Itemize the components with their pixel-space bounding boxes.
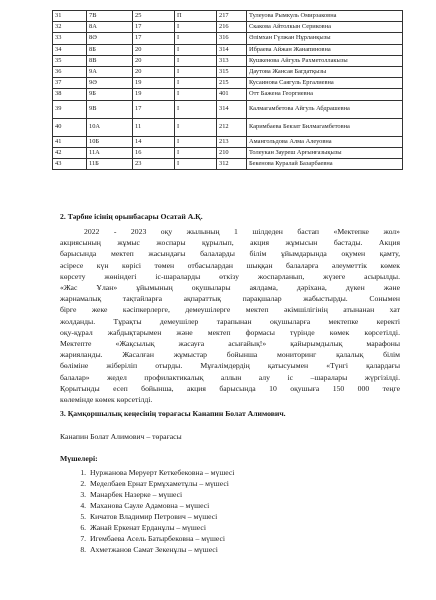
table-cell: 39 xyxy=(53,100,87,118)
paragraph-line: 2022 - 2023 оқу жылының 1 шілдеден бастап «Мектепке жол» xyxy=(84,227,400,236)
table-cell: 19 xyxy=(133,78,175,89)
teacher-name-cell: Тулеуова Рымкуль Омирзаковна xyxy=(247,11,403,22)
table-cell: I xyxy=(175,78,217,89)
table-cell: 37 xyxy=(53,78,87,89)
paragraph-line: көлемінде көмек көрсетілді. xyxy=(60,395,153,405)
table-cell: 41 xyxy=(53,136,87,147)
table-row xyxy=(53,22,403,33)
teacher-name-cell: Кушкенова Айгуль Рахметоллакызы xyxy=(247,55,403,66)
table-cell: 9В xyxy=(87,100,133,118)
paragraph-line: жарнамалық тақтайларға ақпараттық парақшалар жабыстырды. Сонымен xyxy=(60,294,400,304)
table-cell: 43 xyxy=(53,158,87,169)
table-cell: 215 xyxy=(217,78,247,89)
member-item: 8. Ахметжанов Самат Зекенұлы – мүшесі xyxy=(88,544,388,555)
table-cell: 25 xyxy=(133,11,175,22)
table-cell: 217 xyxy=(217,11,247,22)
table-cell: 20 xyxy=(133,66,175,77)
paragraph-line: жарияланды. Жасалған жұмыстар бойынша мониторинг қалалық білім xyxy=(60,350,400,360)
table-cell: 31 xyxy=(53,11,87,22)
table-cell: 314 xyxy=(217,100,247,118)
table-cell: I xyxy=(175,136,217,147)
teacher-name-cell: Калмагамбетова Айгуль Абдрашевна xyxy=(247,100,403,118)
paragraph-line: бөліміне жіберіліп отырды. Мұғалімдердің қатысуымен «Түнгі қалардағы xyxy=(60,361,400,371)
table-cell: 40 xyxy=(53,118,87,136)
table-row xyxy=(53,118,403,136)
paragraph-line: Мектепте «Жақсылық жасауға асығайық!» қайырымдылық марафоны xyxy=(60,339,400,349)
table-cell: 11А xyxy=(87,147,133,158)
table-cell: 14 xyxy=(133,136,175,147)
paragraph-line: «Жас Ұлан» ұйымының оқушылары аялдама, дәріхана, дүкен және xyxy=(60,283,400,293)
table-cell: I xyxy=(175,89,217,100)
table-cell: I xyxy=(175,100,217,118)
paragraph-line: акциясының жұмыс жоспары құрылып, акция жұмысын бастады. Акция xyxy=(60,238,400,248)
paragraph-line: жолданды. Тұрақты демеушілер тарапынан оқушыларға мектепке керекті xyxy=(60,316,400,326)
table-cell: 17 xyxy=(133,22,175,33)
table-cell: 210 xyxy=(217,147,247,158)
table-row xyxy=(53,136,403,147)
teacher-name-cell: Кусаинова Саягуль Ергалиевна xyxy=(247,78,403,89)
teacher-name-cell: Амангольдова Алма Алеуовна xyxy=(247,136,403,147)
table-cell: 10Б xyxy=(87,136,133,147)
table-row xyxy=(53,11,403,22)
table-cell: 7В xyxy=(87,11,133,22)
table-cell: 314 xyxy=(217,44,247,55)
table-row xyxy=(53,55,403,66)
section-2-paragraph xyxy=(60,226,400,405)
table-cell: I xyxy=(175,44,217,55)
teacher-name-cell: Әлімхан Гүлжан Нұрланқызы xyxy=(247,33,403,44)
paragraph-line: Қорытынды есеп бойынша, акция барысында 10 оқушыға 150 000 теңге xyxy=(60,383,400,393)
member-item: 5. Кичатов Владимир Петрович – мүшесі xyxy=(88,511,388,522)
table-cell: 20 xyxy=(133,44,175,55)
table-cell: 20 xyxy=(133,55,175,66)
member-item: 7. Игембаева Асель Батырбековна – мүшесі xyxy=(88,533,388,544)
paragraph-line: әсіресе күн көрісі төмен отбасылардан шыққан балаларға әлеуметтік көмек xyxy=(60,260,400,270)
table-cell: 11Б xyxy=(87,158,133,169)
paragraph-line: барысында мектеп жасындағы балаларды білім ұйымдарында оқумен қамту, xyxy=(60,249,400,259)
table-cell: I xyxy=(175,158,217,169)
table-cell: 8А xyxy=(87,22,133,33)
paragraph-line: балалар» жедел профилактикалық аллын алу іс –шаралары жүргізілді. xyxy=(60,372,400,382)
table-cell: 33 xyxy=(53,33,87,44)
teacher-name-cell: Даутова Жансая Багдатқызы xyxy=(247,66,403,77)
table-cell: 36 xyxy=(53,66,87,77)
members-heading: Мүшелері: xyxy=(60,454,98,463)
table-cell: 315 xyxy=(217,66,247,77)
paragraph-line: көрсету жөніндегі іс-шараларды өткізу жоспарланып, жүзеге асырылды. xyxy=(60,271,400,281)
table-cell: 38 xyxy=(53,89,87,100)
table-row xyxy=(53,147,403,158)
table-cell: I xyxy=(175,55,217,66)
teacher-name-cell: Скакова Айтолкын Сериковна xyxy=(247,22,403,33)
table-cell: 9Б xyxy=(87,89,133,100)
teacher-name-cell: Бекенова Куралай Базарбаевна xyxy=(247,158,403,169)
teacher-name-cell: Каримбаева Бекзат Билмагамбетовна xyxy=(247,118,403,136)
table-row xyxy=(53,89,403,100)
table-row xyxy=(53,158,403,169)
section-2-title: 2. Тәрбие ісінің орынбасары Осатай А.Қ. xyxy=(60,212,203,221)
member-item: 2. Меделбаев Ернат Ермұхаметұлы – мүшесі xyxy=(88,478,388,489)
table-cell: 216 xyxy=(217,22,247,33)
table-cell: 19 xyxy=(133,89,175,100)
table-row xyxy=(53,78,403,89)
table-cell: 11 xyxy=(133,118,175,136)
member-item: 6. Жанай Еркенат Ерданұлы – мүшесі xyxy=(88,522,388,533)
table-cell: 212 xyxy=(217,118,247,136)
table-cell: 9Ә xyxy=(87,78,133,89)
table-row xyxy=(53,33,403,44)
class-teachers-table xyxy=(52,10,403,170)
member-item: 1. Нуржанова Меруерт Кеткебековна – мүшесі xyxy=(88,467,388,478)
table-cell: I xyxy=(175,66,217,77)
council-chair: Канапин Болат Алимович – төрағасы xyxy=(60,432,182,441)
table-cell: 23 xyxy=(133,158,175,169)
teacher-name-cell: Ибраева Айжан Жанапиновна xyxy=(247,44,403,55)
table-cell: 401 xyxy=(217,89,247,100)
teacher-name-cell: Отт Бажена Георгиевна xyxy=(247,89,403,100)
table-cell: I xyxy=(175,22,217,33)
table-cell: 213 xyxy=(217,136,247,147)
table-cell: 8Б xyxy=(87,44,133,55)
table-cell: 316 xyxy=(217,33,247,44)
table-cell: I xyxy=(175,118,217,136)
teacher-name-cell: Толеукан Зауреш Арғынғазықызы xyxy=(247,147,403,158)
table-row xyxy=(53,66,403,77)
members-list xyxy=(60,467,388,555)
paragraph-line: бірге жеке кәсіпкерлерге, демеушілерге мектеп әкімшілігінің атынанан хат xyxy=(60,305,400,315)
paragraph-line: оқу-құрал жабдықтарымен және мектеп формасы түрінде көмек көрсетілді. xyxy=(60,327,400,337)
table-row xyxy=(53,100,403,118)
member-item: 4. Маханова Сауле Адамовна – мүшесі xyxy=(88,500,388,511)
table-cell: 35 xyxy=(53,55,87,66)
table-cell: 34 xyxy=(53,44,87,55)
table-cell: 32 xyxy=(53,22,87,33)
table-cell: 8В xyxy=(87,55,133,66)
table-cell: 16 xyxy=(133,147,175,158)
table-cell: 17 xyxy=(133,100,175,118)
table-cell: I xyxy=(175,147,217,158)
member-item: 3. Манарбек Назерке – мүшесі xyxy=(88,489,388,500)
table-cell: 313 xyxy=(217,55,247,66)
table-cell: 312 xyxy=(217,158,247,169)
table-cell: I xyxy=(175,33,217,44)
table-row xyxy=(53,44,403,55)
table-cell: 8Ә xyxy=(87,33,133,44)
table-cell: 42 xyxy=(53,147,87,158)
table-cell: 10А xyxy=(87,118,133,136)
table-cell: П xyxy=(175,11,217,22)
table-cell: 17 xyxy=(133,33,175,44)
section-3-title: 3. Қамқоршылық кеңесінің төрағасы Канапин Болат Алимович. xyxy=(60,409,286,418)
table-cell: 9А xyxy=(87,66,133,77)
